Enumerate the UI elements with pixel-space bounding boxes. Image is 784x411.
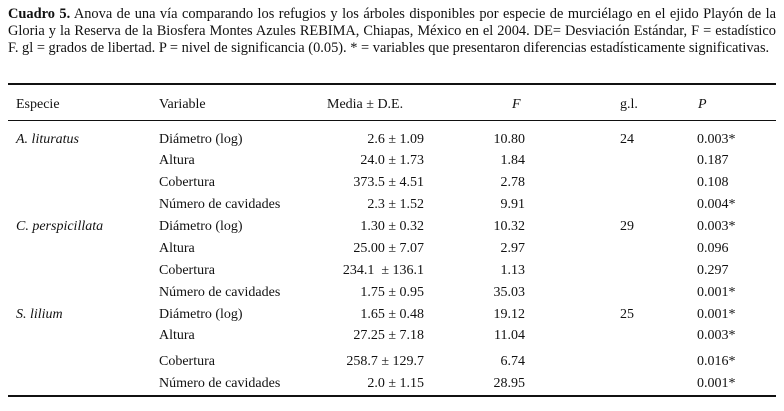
- cell-media: 1.75 ± 0.95: [360, 285, 424, 300]
- header-rule: [8, 120, 776, 121]
- top-rule: [8, 83, 776, 85]
- cell-f: 10.80: [493, 132, 525, 147]
- cell-f: 10.32: [493, 219, 525, 234]
- cell-variable: Diámetro (log): [159, 219, 243, 234]
- cell-gl: 29: [620, 219, 634, 234]
- cell-p: 0.001*: [697, 285, 736, 300]
- cell-f: 9.91: [500, 197, 525, 212]
- cell-especie: A. lituratus: [16, 132, 80, 147]
- cell-variable: Altura: [159, 153, 195, 168]
- cell-variable: Diámetro (log): [159, 307, 243, 322]
- cell-variable: Diámetro (log): [159, 132, 243, 147]
- cell-p: 0.001*: [697, 376, 736, 391]
- cell-variable: Cobertura: [159, 263, 215, 278]
- table-caption: [8, 6, 776, 57]
- caption-text: Anova de una vía comparando los refugios y los árboles disponibles por especie de murciélago en el ejido Playón de la Gloria y la Reserva de la Biosfera Montes Azules REBIMA, Chiapas, México en el 2004. DE= Desviación Estándar, F = estadístico F. gl = grados de libertad. P = nivel de significancia (0.05). * = variables que presentaron diferencias estadísticamente significativas.: [8, 6, 776, 56]
- cell-media: 373.5 ± 4.51: [353, 175, 424, 190]
- cell-gl: 25: [620, 307, 634, 322]
- cell-media: 1.65 ± 0.48: [360, 307, 424, 322]
- header-p: P: [698, 97, 707, 112]
- cell-f: 2.97: [500, 241, 525, 256]
- cell-variable: Número de cavidades: [159, 197, 281, 212]
- cell-p: 0.003*: [697, 328, 736, 343]
- cell-variable: Cobertura: [159, 354, 215, 369]
- cell-media: 27.25 ± 7.18: [353, 328, 424, 343]
- cell-p: 0.297: [697, 263, 729, 278]
- cell-p: 0.003*: [697, 219, 736, 234]
- cell-f: 1.84: [500, 153, 525, 168]
- cell-media: 1.30 ± 0.32: [360, 219, 424, 234]
- cell-media: 2.3 ± 1.52: [367, 197, 424, 212]
- cell-p: 0.016*: [697, 354, 736, 369]
- cell-media: 258.7 ± 129.7: [346, 354, 424, 369]
- cell-media: 25.00 ± 7.07: [353, 241, 424, 256]
- cell-media: 24.0 ± 1.73: [360, 153, 424, 168]
- cell-media: 2.0 ± 1.15: [367, 376, 424, 391]
- cell-f: 11.04: [494, 328, 525, 343]
- cell-p: 0.108: [697, 175, 729, 190]
- cell-f: 6.74: [500, 354, 525, 369]
- cell-gl: 24: [620, 132, 634, 147]
- cell-p: 0.001*: [697, 307, 736, 322]
- cell-p: 0.003*: [697, 132, 736, 147]
- cell-p: 0.096: [697, 241, 729, 256]
- cell-f: 28.95: [493, 376, 525, 391]
- cell-variable: Número de cavidades: [159, 285, 281, 300]
- caption-label: Cuadro 5.: [8, 6, 71, 22]
- header-gl: g.l.: [620, 97, 638, 112]
- cell-p: 0.004*: [697, 197, 736, 212]
- header-media: Media ± D.E.: [327, 97, 404, 112]
- header-variable: Variable: [159, 97, 206, 112]
- cell-variable: Altura: [159, 241, 195, 256]
- bottom-rule: [8, 395, 776, 397]
- cell-f: 1.13: [500, 263, 525, 278]
- header-f: F: [512, 97, 521, 112]
- cell-variable: Cobertura: [159, 175, 215, 190]
- cell-especie: S. lilium: [16, 307, 63, 322]
- cell-media: 2.6 ± 1.09: [367, 132, 424, 147]
- cell-media: 234.1 ± 136.1: [342, 263, 424, 278]
- header-especie: Especie: [16, 97, 60, 112]
- cell-p: 0.187: [697, 153, 729, 168]
- cell-f: 35.03: [493, 285, 525, 300]
- cell-f: 2.78: [500, 175, 525, 190]
- cell-f: 19.12: [493, 307, 525, 322]
- cell-variable: Altura: [159, 328, 195, 343]
- cell-especie: C. perspicillata: [16, 219, 104, 234]
- cell-variable: Número de cavidades: [159, 376, 281, 391]
